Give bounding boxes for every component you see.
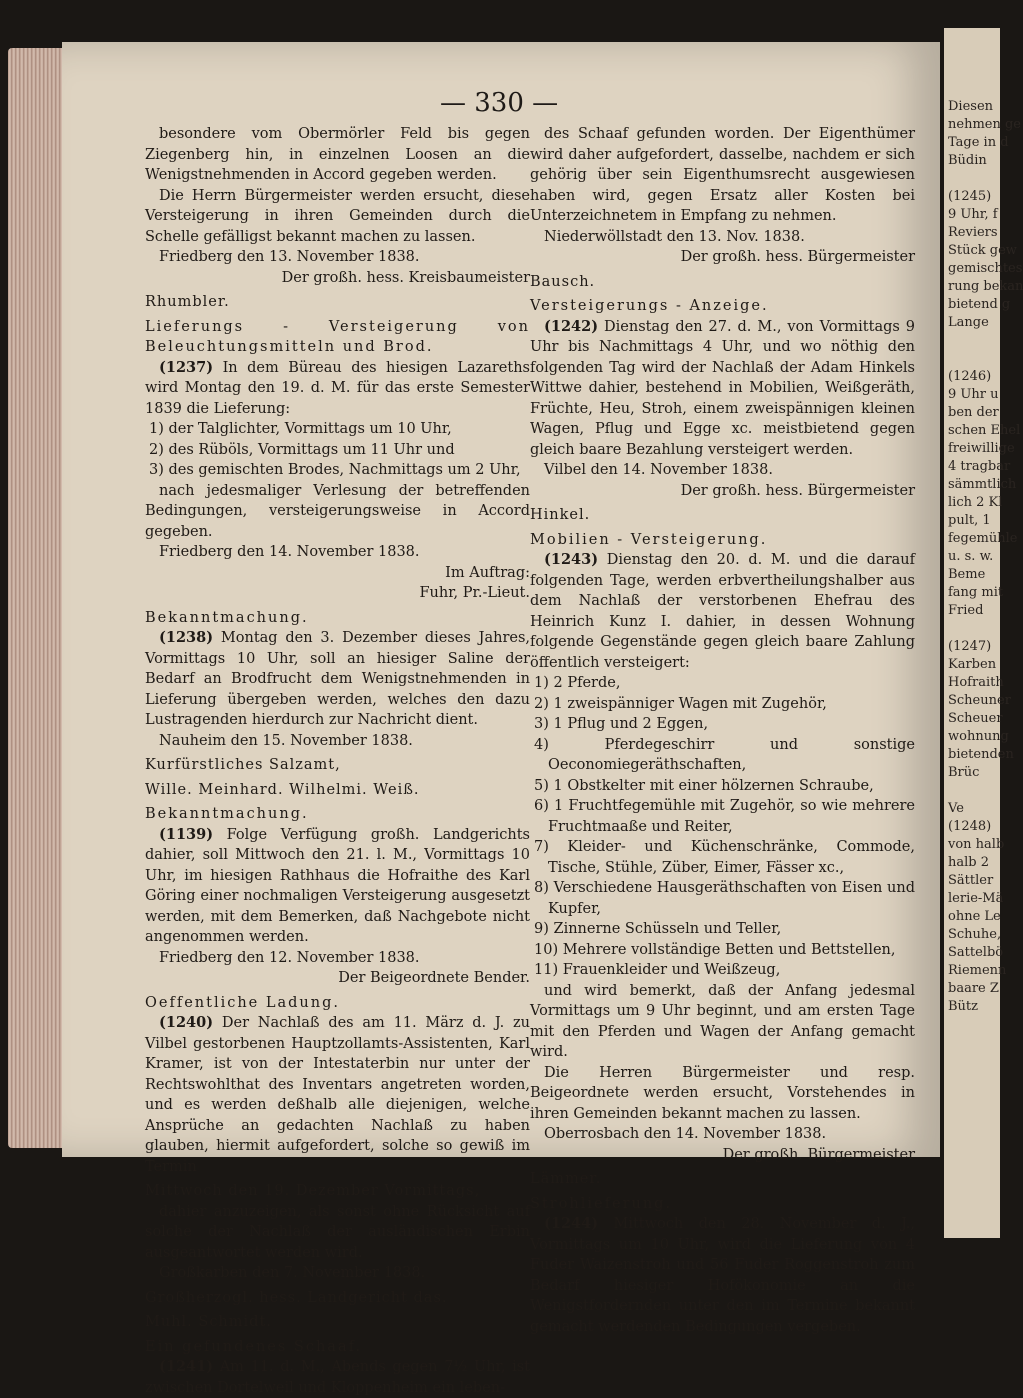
right-page-text-fragment: bietenden xyxy=(948,747,1014,762)
right-page-text-fragment xyxy=(944,350,1000,368)
signature-line xyxy=(530,505,915,526)
list-item xyxy=(530,919,915,940)
right-page-text-fragment: (1247) xyxy=(948,639,992,654)
paragraph-text: Lieferungs - Versteigerung von Beleuchtungsmitteln und Brod. xyxy=(145,318,530,355)
paragraph-text: besondere vom Obermörler Feld bis gegen Ziegenberg hin, in einzelnen Loosen an die Wenigstnehmenden in Accord gegeben werden. xyxy=(145,126,530,183)
right-page-text-fragment: Diesen xyxy=(948,99,994,114)
right-page-text-fragment: Sättler xyxy=(948,873,994,888)
section-heading xyxy=(145,993,530,1014)
right-page-text-fragment: ben der xyxy=(948,405,999,420)
notice-number: (1238) xyxy=(159,629,214,646)
paragraph-text: 7) Kleider- und Küchenschränke, Commode, Tische, Stühle, Züber, Eimer, Fässer xc., xyxy=(534,839,915,876)
paragraph-text: 11) Frauenkleider und Weißzeug, xyxy=(534,962,781,978)
paragraph-text: Friedberg den 12. November 1838. xyxy=(159,949,420,966)
signature-line xyxy=(145,780,530,801)
paragraph-text: nach jedesmaliger Verlesung der betreffenden Bedingungen, versteigerungsweise in Accord gegeben. xyxy=(145,482,530,540)
right-page-text-fragment: Reviers xyxy=(948,225,998,240)
paragraph-text: Der großh. hess. Bürgermeister xyxy=(680,249,915,265)
signature-line xyxy=(145,292,530,313)
paragraph-text: Strohlieferung. xyxy=(530,1195,673,1212)
right-page-text-fragment: Tage in d xyxy=(948,135,1009,150)
paragraph-text: Hinkel. xyxy=(530,507,591,523)
right-page-text-fragment: gemischtes xyxy=(948,261,1023,276)
paragraph-text: Kurfürstliches Salzamt, xyxy=(145,757,341,773)
list-item xyxy=(145,460,530,481)
paragraph xyxy=(530,550,915,673)
right-page-text-fragment: Ve xyxy=(948,801,964,816)
paragraph-text: Montag den 3. Dezember dieses Jahres, Vormittags 10 Uhr, soll an hiesiger Saline der Bedarf an Brodfrucht dem Wenigstnehmenden in Lieferung übergeben werden, welches den dazu Lustragenden hierdurch zur Nachricht dient. xyxy=(145,630,531,728)
right-page-text-fragment: Karben xyxy=(948,657,997,672)
paragraph-text: Der großh. hess. Bürgermeister xyxy=(680,482,915,499)
list-item xyxy=(530,694,915,715)
right-page-text-fragment: nehmen ge xyxy=(948,117,1021,132)
paragraph-text: dahier anzuzeigen, als sonst ohne Rücksicht auf solche der Nachlaß der ausländischen Erbin ausgeantwortet werden wird. xyxy=(145,1203,530,1261)
paragraph-text: Großherzogl. hess. Landgericht das. xyxy=(145,1289,448,1306)
right-page-text-fragment: fegemühle xyxy=(948,531,1018,546)
paragraph-text: des Schaaf gefunden worden. Der Eigenthümer wird daher aufgefordert, dasselbe, nachdem er sich gehörig über sein Eigenthumsrecht ausgewiesen haben wird, gegen Ersatz aller Kosten bei Unterzeichnetem in Empfang zu nehmen. xyxy=(530,126,915,224)
signature-line xyxy=(145,755,530,776)
right-page-text-fragment: 9 Uhr u xyxy=(948,387,999,402)
paragraph-text: Vilbel den 14. November 1838. xyxy=(544,462,773,478)
paragraph-text: Im Auftrag: xyxy=(445,564,530,581)
right-page-text-fragment: wohnung xyxy=(948,729,1009,744)
right-page-text-fragment: schen Ehel xyxy=(948,423,1021,438)
right-page-text-fragment: 9 Uhr, f xyxy=(948,207,998,222)
paragraph-text: Am 11. d. M., Abends gegen 7½ Uhr, ist zwischen Dortelweil und Kloppenheim ein leben- xyxy=(145,1359,531,1396)
paragraph-text: Folge Verfügung großh. Landgerichts dahier, soll Mittwoch den 21. l. M., Vormittags 10 Uhr, im hiesigen Rathhaus die Hofraithe des Karl Göring einer nochmaligen Versteigerung ausgesetzt werden, mit dem Bemerken, daß Nachgebote nicht angenommen werden. xyxy=(145,826,530,945)
paragraph xyxy=(145,948,530,969)
page-number: — 330 — xyxy=(440,88,559,118)
paragraph xyxy=(145,1357,530,1398)
paragraph xyxy=(145,542,530,563)
right-page-fragment xyxy=(944,28,1023,1238)
right-page-text-fragment: Sattelbö xyxy=(948,945,1004,960)
list-item xyxy=(530,837,915,878)
right-column xyxy=(530,124,915,1337)
list-item xyxy=(145,440,530,461)
paragraph-text: Der großh. Bürgermeister xyxy=(722,1146,915,1163)
paragraph-text: Wille. Meinhard. Wilhelmi. Weiß. xyxy=(145,781,420,798)
paragraph-text: Ein gefundenes Schaaf. xyxy=(145,1338,363,1355)
right-page-text-fragment: Büdin xyxy=(948,153,987,168)
section-heading xyxy=(530,1194,915,1215)
right-page-text-fragment: Lange xyxy=(948,315,989,330)
signature-line xyxy=(530,272,915,293)
right-page-text-fragment: Scheuer xyxy=(948,711,1003,726)
paragraph-text: Dienstag den 27. d. M., von Vormittags 9 Uhr bis Nachmittags 4 Uhr, und wo nöthig den folgenden Tag wird der Nachlaß der Adam Hinkels Wittwe dahier, bestehend in Mobilien, Weißgeräth, Früchte, Heu, Stroh, einem zweispännigen kleinen Wagen, Pflug und Egge xc. meistbietend gegen gleich baare Bezahlung versteigert werden. xyxy=(530,318,915,458)
right-page-text-fragment: von halb xyxy=(948,837,1005,852)
paragraph xyxy=(145,628,530,731)
right-page-text-fragment: bietend g xyxy=(948,297,1011,312)
right-page-text-fragment: rung bekan xyxy=(948,279,1023,294)
paragraph-text: Muhl. Schmidt. xyxy=(145,1314,272,1330)
right-page-text-fragment: baare Z xyxy=(948,981,999,996)
paragraph-text: Friedberg den 14. November 1838. xyxy=(159,544,420,560)
paragraph xyxy=(145,247,530,268)
notice-number: (1240) xyxy=(159,1014,214,1031)
paragraph xyxy=(530,981,915,1063)
right-page-text-fragment: ohne Le xyxy=(948,909,1001,924)
paragraph-text: 3) 1 Pflug und 2 Eggen, xyxy=(534,716,709,732)
paragraph-text: Mittwoch den 28. November d. J., Vormittags um 10 Uhr, wird die Lieferung von 4 Fuder Waizenstroh und 56 Fuder Roggenstroh zum Bedarf hiesiger Hofökonomie an die Wenigstfordernden unter den im Termine bekannt gemacht werdenden Bedingungen vergeben. xyxy=(530,1216,916,1335)
paragraph xyxy=(145,358,530,420)
right-page-text-fragment xyxy=(944,170,1000,188)
paragraph xyxy=(530,124,915,227)
paragraph xyxy=(145,186,530,248)
paragraph-text: Lämmer. xyxy=(530,1171,602,1187)
right-page-text-fragment: Bütz xyxy=(948,999,978,1014)
right-page-text-fragment: Beme xyxy=(948,567,986,582)
right-page-text-fragment: lerie-Mä xyxy=(948,891,1004,906)
right-page-text-fragment: Schuhe, xyxy=(948,927,1002,942)
signature-line xyxy=(530,1145,915,1166)
paragraph-text: 3) des gemischten Brodes, Nachmittags um 2 Uhr, xyxy=(149,462,521,478)
list-item xyxy=(530,796,915,837)
list-item xyxy=(530,960,915,981)
paragraph xyxy=(145,481,530,543)
signature-line xyxy=(145,563,530,584)
paragraph xyxy=(530,227,915,248)
list-item xyxy=(530,714,915,735)
paragraph-text: Mobilien - Versteigerung. xyxy=(530,531,768,548)
signature-line xyxy=(145,1181,530,1202)
paragraph-text: und wird bemerkt, daß der Anfang jedesmal Vormittags um 9 Uhr beginnt, und am ersten Tage mit den Pferden und Wagen der Anfang gemacht wird. xyxy=(530,982,915,1060)
paragraph-text: Dienstag den 20. d. M. und die darauf folgenden Tage, werden erbvertheilungshalber aus dem Nachlaß der verstorbenen Ehefrau des Heinrich Kunz I. dahier, in dessen Wohnung folgende Gegenstände gegen gleich baare Zahlung öffentlich versteigert: xyxy=(530,552,916,671)
section-heading xyxy=(145,804,530,825)
paragraph-text: Versteigerungs - Anzeige. xyxy=(530,298,769,314)
paragraph-text: 10) Mehrere vollständige Betten und Bettstellen, xyxy=(534,941,896,958)
paragraph-text: Oberrosbach den 14. November 1838. xyxy=(544,1126,827,1142)
paragraph-text: Rhumbler. xyxy=(145,294,230,310)
paragraph xyxy=(530,1063,915,1125)
paragraph-text: Nauheim den 15. November 1838. xyxy=(159,732,413,749)
paragraph-text: Der großh. hess. Kreisbaumeister xyxy=(281,269,530,286)
list-item xyxy=(530,735,915,776)
right-page-text-fragment xyxy=(944,620,1000,638)
section-heading xyxy=(145,317,530,358)
list-item xyxy=(530,673,915,694)
right-page-text-fragment: (1248) xyxy=(948,819,992,834)
right-page-text-fragment: halb 2 xyxy=(948,855,990,870)
right-page-text-fragment: u. s. w. xyxy=(948,549,994,564)
signature-line xyxy=(530,1169,915,1190)
signature-line xyxy=(145,1312,530,1333)
paragraph-text: Oeffentliche Ladung. xyxy=(145,994,340,1011)
right-page-text-fragment xyxy=(944,332,1000,350)
right-page-text-fragment: Fried xyxy=(948,603,984,618)
right-page-text-fragment: fang mit xyxy=(948,585,1004,600)
paragraph-text: Die Herren Bürgermeister und resp. Beigeordnete werden ersucht, Vorstehendes in ihren Gemeinden bekannt machen zu lassen. xyxy=(530,1064,915,1122)
paragraph-text: Bekanntmachung. xyxy=(145,609,309,626)
paragraph xyxy=(530,317,915,461)
paragraph-text: 1) der Talglichter, Vormittags um 10 Uhr, xyxy=(149,421,452,437)
section-heading xyxy=(145,1337,530,1358)
right-page-text-fragment: Hofraith xyxy=(948,675,1004,690)
notice-number: (1243) xyxy=(544,551,599,568)
signature-line xyxy=(145,968,530,989)
paragraph-text: Mittwoch den 19. Dezember Vormittags, xyxy=(145,1183,481,1199)
right-page-text-fragment: lich 2 Kl xyxy=(948,495,1003,510)
right-page-text-fragment: Brüc xyxy=(948,765,980,780)
paragraph-text: Friedberg den 13. November 1838. xyxy=(159,249,420,265)
paragraph-text: 5) 1 Obstkelter mit einer hölzernen Schraube, xyxy=(534,777,874,794)
paragraph xyxy=(145,124,530,186)
paragraph xyxy=(145,731,530,752)
paragraph-text: 6) 1 Fruchtfegemühle mit Zugehör, so wie mehrere Fruchtmaaße und Reiter, xyxy=(534,798,915,835)
list-item xyxy=(530,940,915,961)
notice-number: (1237) xyxy=(159,358,214,376)
paragraph-text: Fuhr, Pr.-Lieut. xyxy=(419,585,530,601)
paragraph-text: 2) des Rüböls, Vormittags um 11 Uhr und xyxy=(149,441,455,458)
right-page-text-fragment: 4 tragbar xyxy=(948,459,1011,474)
book-page-edges xyxy=(8,48,70,1148)
paragraph-text: Der Beigeordnete Bender. xyxy=(338,970,530,986)
paragraph-text: 2) 1 zweispänniger Wagen mit Zugehör, xyxy=(534,695,827,712)
signature-line xyxy=(145,583,530,604)
paragraph xyxy=(145,1013,530,1177)
list-item xyxy=(530,776,915,797)
right-page-text-fragment: Riemenn xyxy=(948,963,1007,978)
right-page-text-fragment: sämmtlich xyxy=(948,477,1017,492)
paragraph xyxy=(145,1202,530,1264)
paragraph-text: Großkarben den 7. November 1838. xyxy=(159,1265,426,1281)
notice-number: (1139) xyxy=(159,825,214,843)
paragraph-text: Der Nachlaß des am 11. März d. J. zu Vilbel gestorbenen Hauptzollamts-Assistenten, Karl Kramer, ist von der Intestaterbin nur unter der Rechtswohlthat des Inventars angetreten worden, und es werden deßhalb alle diejenigen, welche Ansprüche an gedachten Nachlaß zu haben glauben, hiermit aufgefordert, solche so gewiß im Termin xyxy=(145,1015,530,1175)
right-page-text-fragment: Scheuner xyxy=(948,693,1011,708)
paragraph-text: In dem Büreau des hiesigen Lazareths wird Montag den 19. d. M. für das erste Semester 1839 die Lieferung: xyxy=(145,359,530,417)
paragraph-text: Bekanntmachung. xyxy=(145,806,309,822)
signature-line xyxy=(145,268,530,289)
paragraph-text: Niederwöllstadt den 13. Nov. 1838. xyxy=(544,228,805,245)
paragraph-text: 1) 2 Pferde, xyxy=(534,675,621,691)
right-page-text-fragment: Stück gew xyxy=(948,243,1017,258)
paragraph xyxy=(145,1263,530,1284)
paragraph-text: Bausch. xyxy=(530,273,596,290)
signature-line xyxy=(145,1288,530,1309)
left-column xyxy=(145,124,530,1398)
notice-number: (1242) xyxy=(544,317,599,335)
right-page-text-fragment: (1246) xyxy=(948,369,992,384)
paragraph xyxy=(145,825,530,948)
section-heading xyxy=(530,530,915,551)
section-heading xyxy=(145,608,530,629)
paragraph-text: 8) Verschiedene Hausgeräthschaften von Eisen und Kupfer, xyxy=(534,880,915,917)
notice-number: (1244) xyxy=(544,1215,599,1232)
notice-number: (1241) xyxy=(159,1358,214,1375)
signature-line xyxy=(530,481,915,502)
section-heading xyxy=(530,296,915,317)
paragraph-text: Die Herrn Bürgermeister werden ersucht, diese Versteigerung in ihren Gemeinden durch die Schelle gefälligst bekannt machen zu lassen. xyxy=(145,187,530,245)
paragraph-text: 4) Pferdegeschirr und sonstige Oeconomiegeräthschaften, xyxy=(534,736,915,773)
paragraph xyxy=(530,1124,915,1145)
right-page-text-fragment xyxy=(944,782,1000,800)
right-page-text-fragment: freiwillige xyxy=(948,441,1015,456)
list-item xyxy=(145,419,530,440)
paragraph-text: 9) Zinnerne Schüsseln und Teller, xyxy=(534,921,782,937)
paragraph xyxy=(530,460,915,481)
right-page-text-fragment: (1245) xyxy=(948,189,992,204)
signature-line xyxy=(530,247,915,268)
paragraph xyxy=(530,1214,915,1337)
right-page-text-fragment: pult, 1 xyxy=(948,513,991,528)
list-item xyxy=(530,878,915,919)
